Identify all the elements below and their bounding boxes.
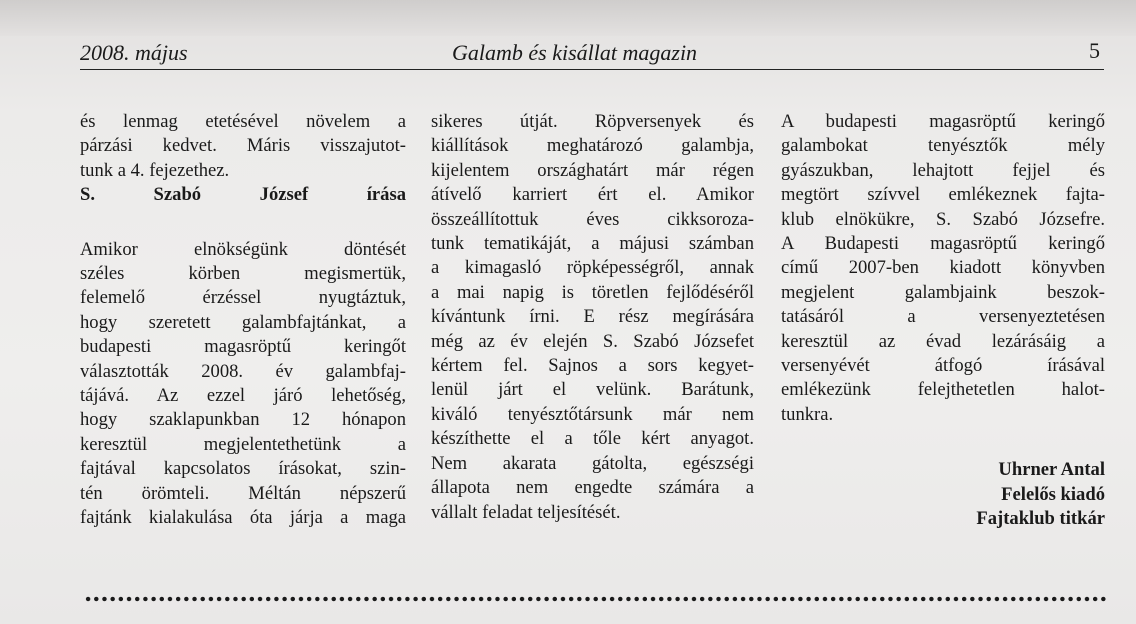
text-line: keresztül az évad lezárásáig a <box>781 330 1105 352</box>
text-line: széles körben megismertük, <box>80 263 406 285</box>
text-line: című 2007-ben kiadott könyvben <box>781 257 1105 279</box>
text-line: sikeres útját. Röpversenyek és <box>431 111 754 132</box>
text-line: tunk a 4. fejezethez. <box>80 159 230 181</box>
text-line: klub elnökükre, S. Szabó Józsefre. <box>781 208 1105 230</box>
text-line: választották 2008. év galambfaj- <box>80 360 406 382</box>
text-line: a mai napig is töretlen fejlődéséről <box>431 281 754 303</box>
text-line: tunk tematikáját, a májusi számban <box>431 233 754 255</box>
text-line: megtört szívvel emlékeznek fajta- <box>781 184 1105 206</box>
text-line: A Budapesti magasröptű keringő <box>781 233 1105 255</box>
text-line: kiváló tenyésztőtársunk már nem <box>431 403 754 425</box>
text-line: kértem fel. Sajnos a sors kegyet- <box>431 355 754 377</box>
text-line: tén örömteli. Méltán népszerű <box>80 482 406 504</box>
editor-signature <box>781 458 1105 531</box>
text-line: galambokat tenyésztők mély <box>781 135 1105 157</box>
text-line: Nem akarata gátolta, egészségi <box>431 452 754 474</box>
page-number: 5 <box>1089 38 1100 63</box>
text-line: kijelentem országhatárt már régen <box>431 159 754 181</box>
text-line: tunkra. <box>781 403 834 425</box>
text-line: átívelő karriert ért el. Amikor <box>431 184 754 206</box>
text-line: keresztül megjelentethetünk a <box>80 433 406 455</box>
text-line: A budapesti magasröptű keringő <box>781 111 1105 132</box>
text-line: kívántunk írni. E rész megírására <box>431 306 754 328</box>
text-line: tatásáról a versenyeztetésen <box>781 306 1105 328</box>
signature-role: Fajtaklub titkár <box>976 508 1105 530</box>
header-rule <box>80 69 1104 70</box>
text-line: párzási kedvet. Máris visszajutot- <box>80 135 406 157</box>
text-line: a kimagasló röpképességről, annak <box>431 257 754 279</box>
text-line: és lenmag etetésével növelem a <box>80 111 406 132</box>
text-line: összeállítottuk éves cikksoroza- <box>431 208 754 230</box>
magazine-title: Galamb és kisállat magazin <box>452 40 698 65</box>
text-line: emlékezünk felejthetetlen halot- <box>781 379 1105 401</box>
text-line: lenül járt el velünk. Barátunk, <box>431 379 754 401</box>
text-line: fajtával kapcsolatos írásokat, szin- <box>80 458 406 480</box>
text-line: vállalt feladat teljesítését. <box>431 501 621 523</box>
text-line: budapesti magasröptű keringőt <box>80 336 406 358</box>
article-column-2 <box>431 110 754 525</box>
text-line: állapota nem engedte számára a <box>431 477 754 499</box>
text-line: még az év elején S. Szabó Józsefet <box>431 330 754 352</box>
text-line: felemelő érzéssel nyugtáztuk, <box>80 287 406 309</box>
text-line: hogy szeretett galambfajtánkat, a <box>80 311 406 333</box>
text-line: megjelent galambjaink beszok- <box>781 281 1105 303</box>
dotted-divider <box>84 595 1106 603</box>
author-signature: S. Szabó József írása <box>80 184 406 206</box>
text-line: készíthette el a tőle kért anyagot. <box>431 428 754 450</box>
article-column-1 <box>80 110 406 531</box>
text-line: fajtánk kialakulása óta járja a maga <box>80 507 406 529</box>
issue-date: 2008. május <box>80 40 188 65</box>
signature-role: Felelős kiadó <box>1001 483 1105 505</box>
page-header <box>80 38 1104 70</box>
text-line: hogy szaklapunkban 12 hónapon <box>80 409 406 431</box>
article-column-3 <box>781 110 1105 532</box>
text-line: Amikor elnökségünk döntését <box>80 238 406 260</box>
text-line: tájává. Az ezzel járó lehetőség, <box>80 385 406 407</box>
signature-name: Uhrner Antal <box>998 459 1105 481</box>
text-line: gyászukban, lehajtott fejjel és <box>781 159 1105 181</box>
text-line: kiállítások meghatározó galambja, <box>431 135 754 157</box>
text-line: versenyévét átfogó írásával <box>781 355 1105 377</box>
